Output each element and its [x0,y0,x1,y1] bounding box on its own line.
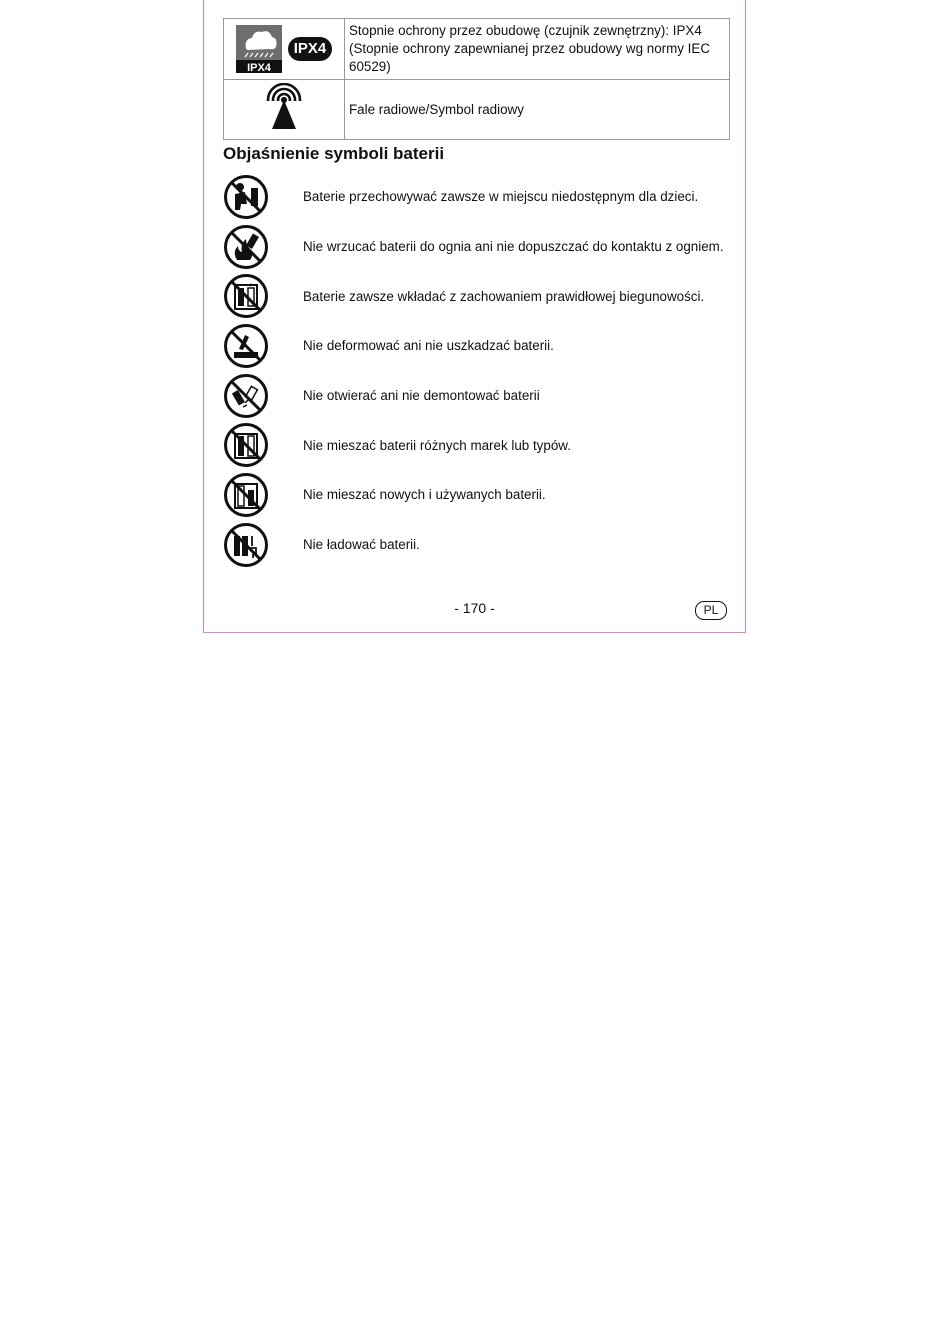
list-item-text: Nie otwierać ani nie demontować baterii [303,388,540,404]
svg-text:IPX4: IPX4 [247,62,271,73]
symbol-cell [224,19,345,80]
section-title: Objaśnienie symboli baterii [223,144,445,163]
list-item-text: Nie mieszać nowych i używanych baterii. [303,487,546,503]
manual-page [203,0,746,633]
no-fire-icon [223,224,269,270]
list-item [223,520,733,570]
no-charge-icon [223,522,269,568]
ipx4-badge: IPX4 [288,37,332,61]
page-number: - 170 - [454,600,495,616]
list-item [223,470,733,520]
table-row [224,19,730,80]
symbol-description: Fale radiowe/Symbol radiowy [345,80,730,140]
table-row [224,80,730,140]
symbol-cell [224,80,345,140]
language-badge: PL [695,601,727,620]
no-deform-icon [223,323,269,369]
list-item-text: Nie deformować ani nie uszkadzać baterii. [303,338,554,354]
ipx4-splash-protection-icon [236,25,282,73]
no-mix-old-new-icon [223,472,269,518]
list-item-text: Nie mieszać baterii różnych marek lub typów. [303,437,571,453]
no-open-icon [223,373,269,419]
radio-wave-icon [264,83,304,131]
list-item-text: Baterie przechowywać zawsze w miejscu niedostępnym dla dzieci. [303,189,699,205]
list-item-text: Nie wrzucać baterii do ognia ani nie dopuszczać do kontaktu z ogniem. [303,239,724,255]
symbol-description: Stopnie ochrony przez obudowę (czujnik zewnętrzny): IPX4 (Stopnie ochrony zapewnianej przez obudowy wg normy IEC 60529) [345,19,730,80]
list-item [223,321,733,371]
symbol-table [223,18,730,140]
correct-polarity-icon [223,273,269,319]
keep-away-from-children-icon [223,174,269,220]
list-item [223,222,733,272]
list-item-text: Baterie zawsze wkładać z zachowaniem prawidłowej biegunowości. [303,288,705,304]
list-item-text: Nie ładować baterii. [303,537,420,553]
list-item [223,371,733,421]
list-item [223,172,733,222]
svg-text:+: + [248,282,254,290]
list-item [223,420,733,470]
list-item [223,271,733,321]
battery-symbol-list [223,172,733,570]
no-mix-brands-icon [223,422,269,468]
